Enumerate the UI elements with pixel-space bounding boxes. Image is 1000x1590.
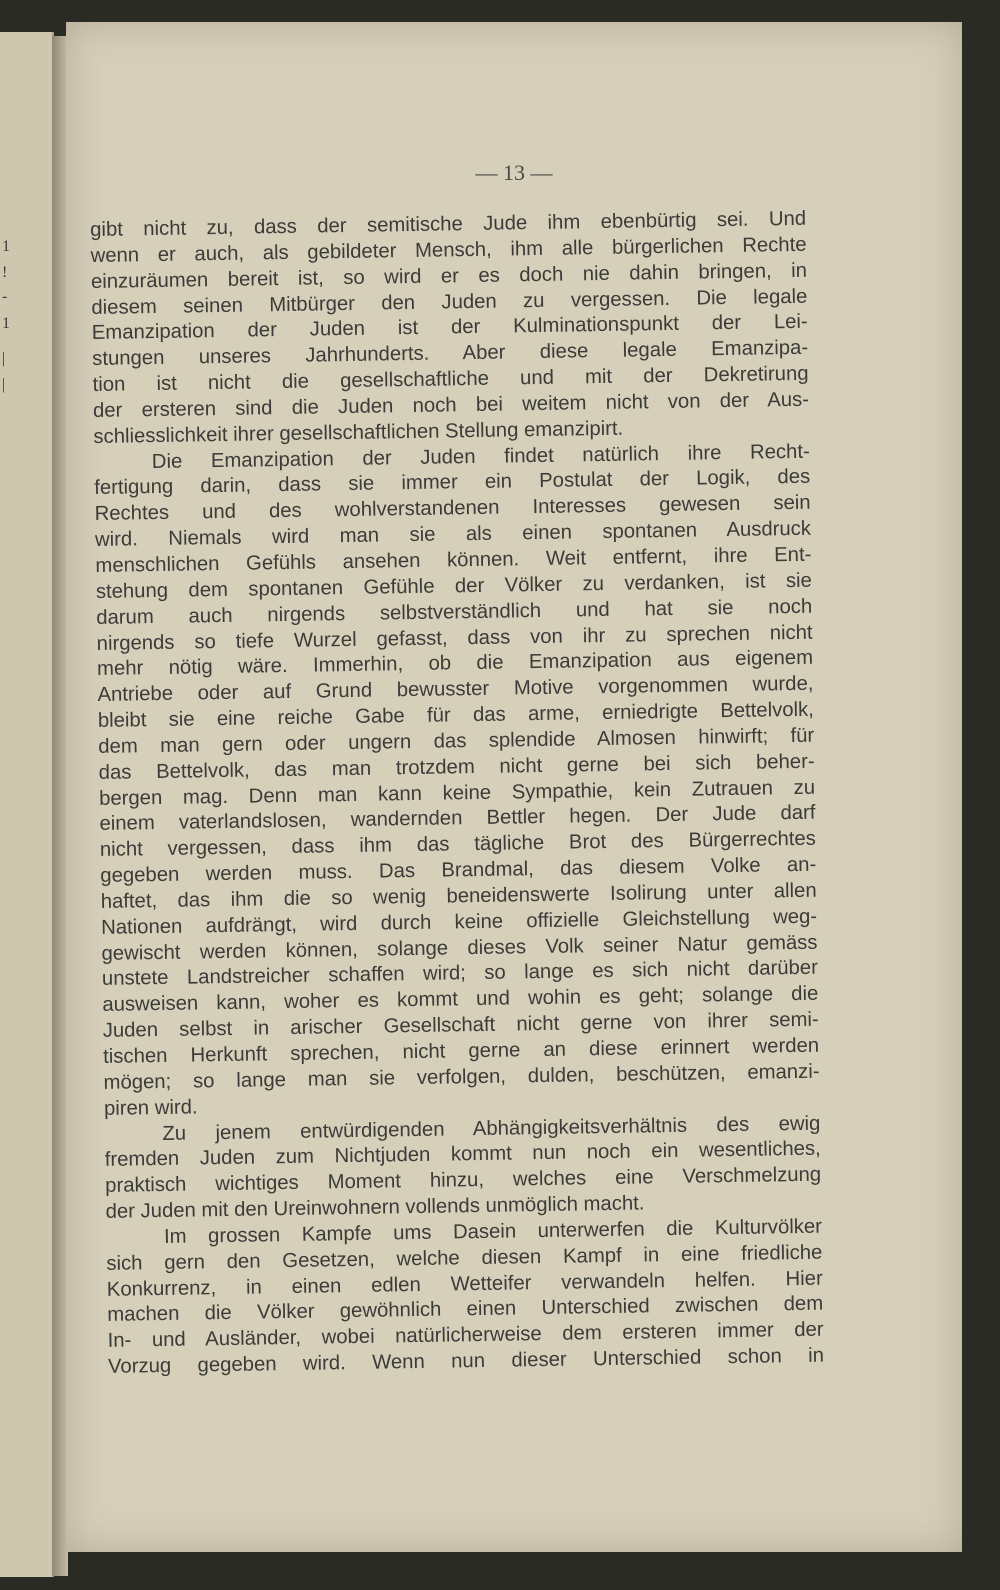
text-line: mehr nötig wäre. Immerhin, ob die Emanzipation aus eigenem	[96, 647, 814, 681]
body-text	[90, 207, 824, 1381]
page-number: — 13 —	[475, 160, 553, 185]
text-line: Im grossen Kampfe ums Dasein unterwerfen die Kulturvölker	[163, 1215, 823, 1248]
text-line: der Juden mit den Ureinwohnern vollends unmöglich macht.	[105, 1192, 645, 1223]
text-line: das Bettelvolk, das man trotzdem nicht gerne bei sich beher-	[98, 750, 815, 784]
text-line: nirgends so tiefe Wurzel gefasst, dass von ihr zu sprechen nicht	[96, 621, 813, 655]
text-line: gewischt werden können, solange dieses Volk seiner Natur gemäss	[101, 931, 818, 965]
text-line: mögen; so lange man sie verfolgen, dulden, beschützen, emanzi-	[103, 1060, 820, 1094]
margin-mark: |	[2, 350, 6, 367]
text-line: stehung dem spontanen Gefühle der Völker zu verdanken, ist sie	[95, 569, 812, 603]
text-line: In- und Ausländer, wobei natürlicherweise dem ersteren immer der	[107, 1318, 824, 1353]
text-line: stungen unseres Jahrhunderts. Aber diese legale Emanzipa-	[92, 336, 809, 371]
text-line: menschlichen Gefühls ansehen können. Weit entfernt, ihre Ent-	[95, 543, 812, 577]
text-line: machen die Völker gewöhnlich einen Unterschied zwischen dem	[107, 1293, 824, 1327]
text-line: gegeben werden muss. Das Brandmal, das diesem Volke an-	[100, 853, 817, 888]
text-line: bergen mag. Denn man kann keine Sympathie, kein Zutrauen zu	[98, 776, 816, 810]
text-line: diesem seinen Mitbürger den Juden zu vergessen. Die legale	[91, 285, 808, 319]
text-line: fremden Juden zum Nichtjuden kommt nun noch ein wesentliches,	[104, 1138, 821, 1172]
text-line: schliesslichkeit ihrer gesellschaftlichen Stellung emanzipirt.	[93, 417, 624, 448]
margin-mark: -	[2, 288, 8, 305]
text-line: wenn er auch, als gebildeter Mensch, ihm alle bürgerlichen Rechte	[90, 233, 807, 267]
text-line: Juden selbst in arischer Gesellschaft nicht gerne von ihrer semi-	[102, 1008, 819, 1043]
text-line: piren wird.	[103, 1096, 198, 1120]
text-line: tischen Herkunft sprechen, nicht gerne an diese erinnert werden	[103, 1034, 820, 1068]
margin-mark: !	[2, 264, 8, 281]
text-line: tion ist nicht die gesellschaftliche und mit der Dekretirung	[92, 362, 809, 397]
text-line: Zu jenem entwürdigenden Abhängigkeitsverhältnis des ewig	[162, 1112, 821, 1145]
text-line: nicht vergessen, dass ihm das tägliche Brot des Bürgerrechtes	[99, 827, 817, 862]
text-line: gibt nicht zu, dass der semitische Jude ihm ebenbürtig sei. Und	[90, 207, 807, 241]
text-line: darum auch nirgends selbstverständlich und hat sie noch	[96, 595, 813, 629]
left-page-edge	[0, 32, 54, 1577]
text-line: praktisch wichtiges Moment hinzu, welches eine Verschmelzung	[105, 1163, 822, 1198]
text-line: bleibt sie eine reiche Gabe für das arme, erniedrigte Bettelvolk,	[97, 698, 814, 732]
text-line: wird. Niemals wird man sie als einen spontanen Ausdruck	[94, 517, 812, 552]
text-line: haftet, das ihm die so wenig beneidenswerte Isolirung unter allen	[100, 879, 817, 913]
text-line: einem vaterlandslosen, wandernden Bettler hegen. Der Jude darf	[99, 802, 816, 836]
text-line: unstete Landstreicher schaffen wird; so lange es sich nicht darüber	[101, 957, 819, 991]
text-line: Die Emanzipation der Juden findet natürlich ihre Recht-	[151, 440, 810, 473]
text-line: einzuräumen bereit ist, so wird er es doch nie dahin bringen, in	[90, 259, 808, 293]
text-line: fertigung darin, dass sie immer ein Postulat der Logik, des	[94, 466, 811, 500]
text-line: ausweisen kann, woher es kommt und wohin es geht; solange die	[102, 982, 819, 1017]
margin-mark: 1	[2, 238, 10, 255]
text-line: Konkurrenz, in einen edlen Wetteifer verwandeln helfen. Hier	[106, 1267, 823, 1301]
text-line: Vorzug gegeben wird. Wenn nun dieser Unterschied schon in	[107, 1344, 825, 1378]
text-line: Antriebe oder auf Grund bewusster Motive vorgenommen wurde,	[97, 672, 814, 707]
margin-mark: |	[2, 376, 6, 393]
text-line: Emanzipation der Juden ist der Kulminationspunkt der Lei-	[91, 311, 808, 345]
text-line: dem man gern oder ungern das splendide Almosen hinwirft; für	[98, 724, 815, 758]
text-line: sich gern den Gesetzen, welche diesen Kampf in eine friedliche	[106, 1241, 823, 1275]
margin-mark: 1	[2, 315, 10, 332]
text-line: Nationen aufdrängt, wird durch keine offizielle Gleichstellung weg-	[100, 905, 818, 939]
text-line: der ersteren sind die Juden noch bei weitem nicht von der Aus-	[92, 388, 810, 422]
book-page	[66, 22, 962, 1552]
text-line: Rechtes und des wohlverstandenen Interesses gewesen sein	[94, 491, 811, 526]
